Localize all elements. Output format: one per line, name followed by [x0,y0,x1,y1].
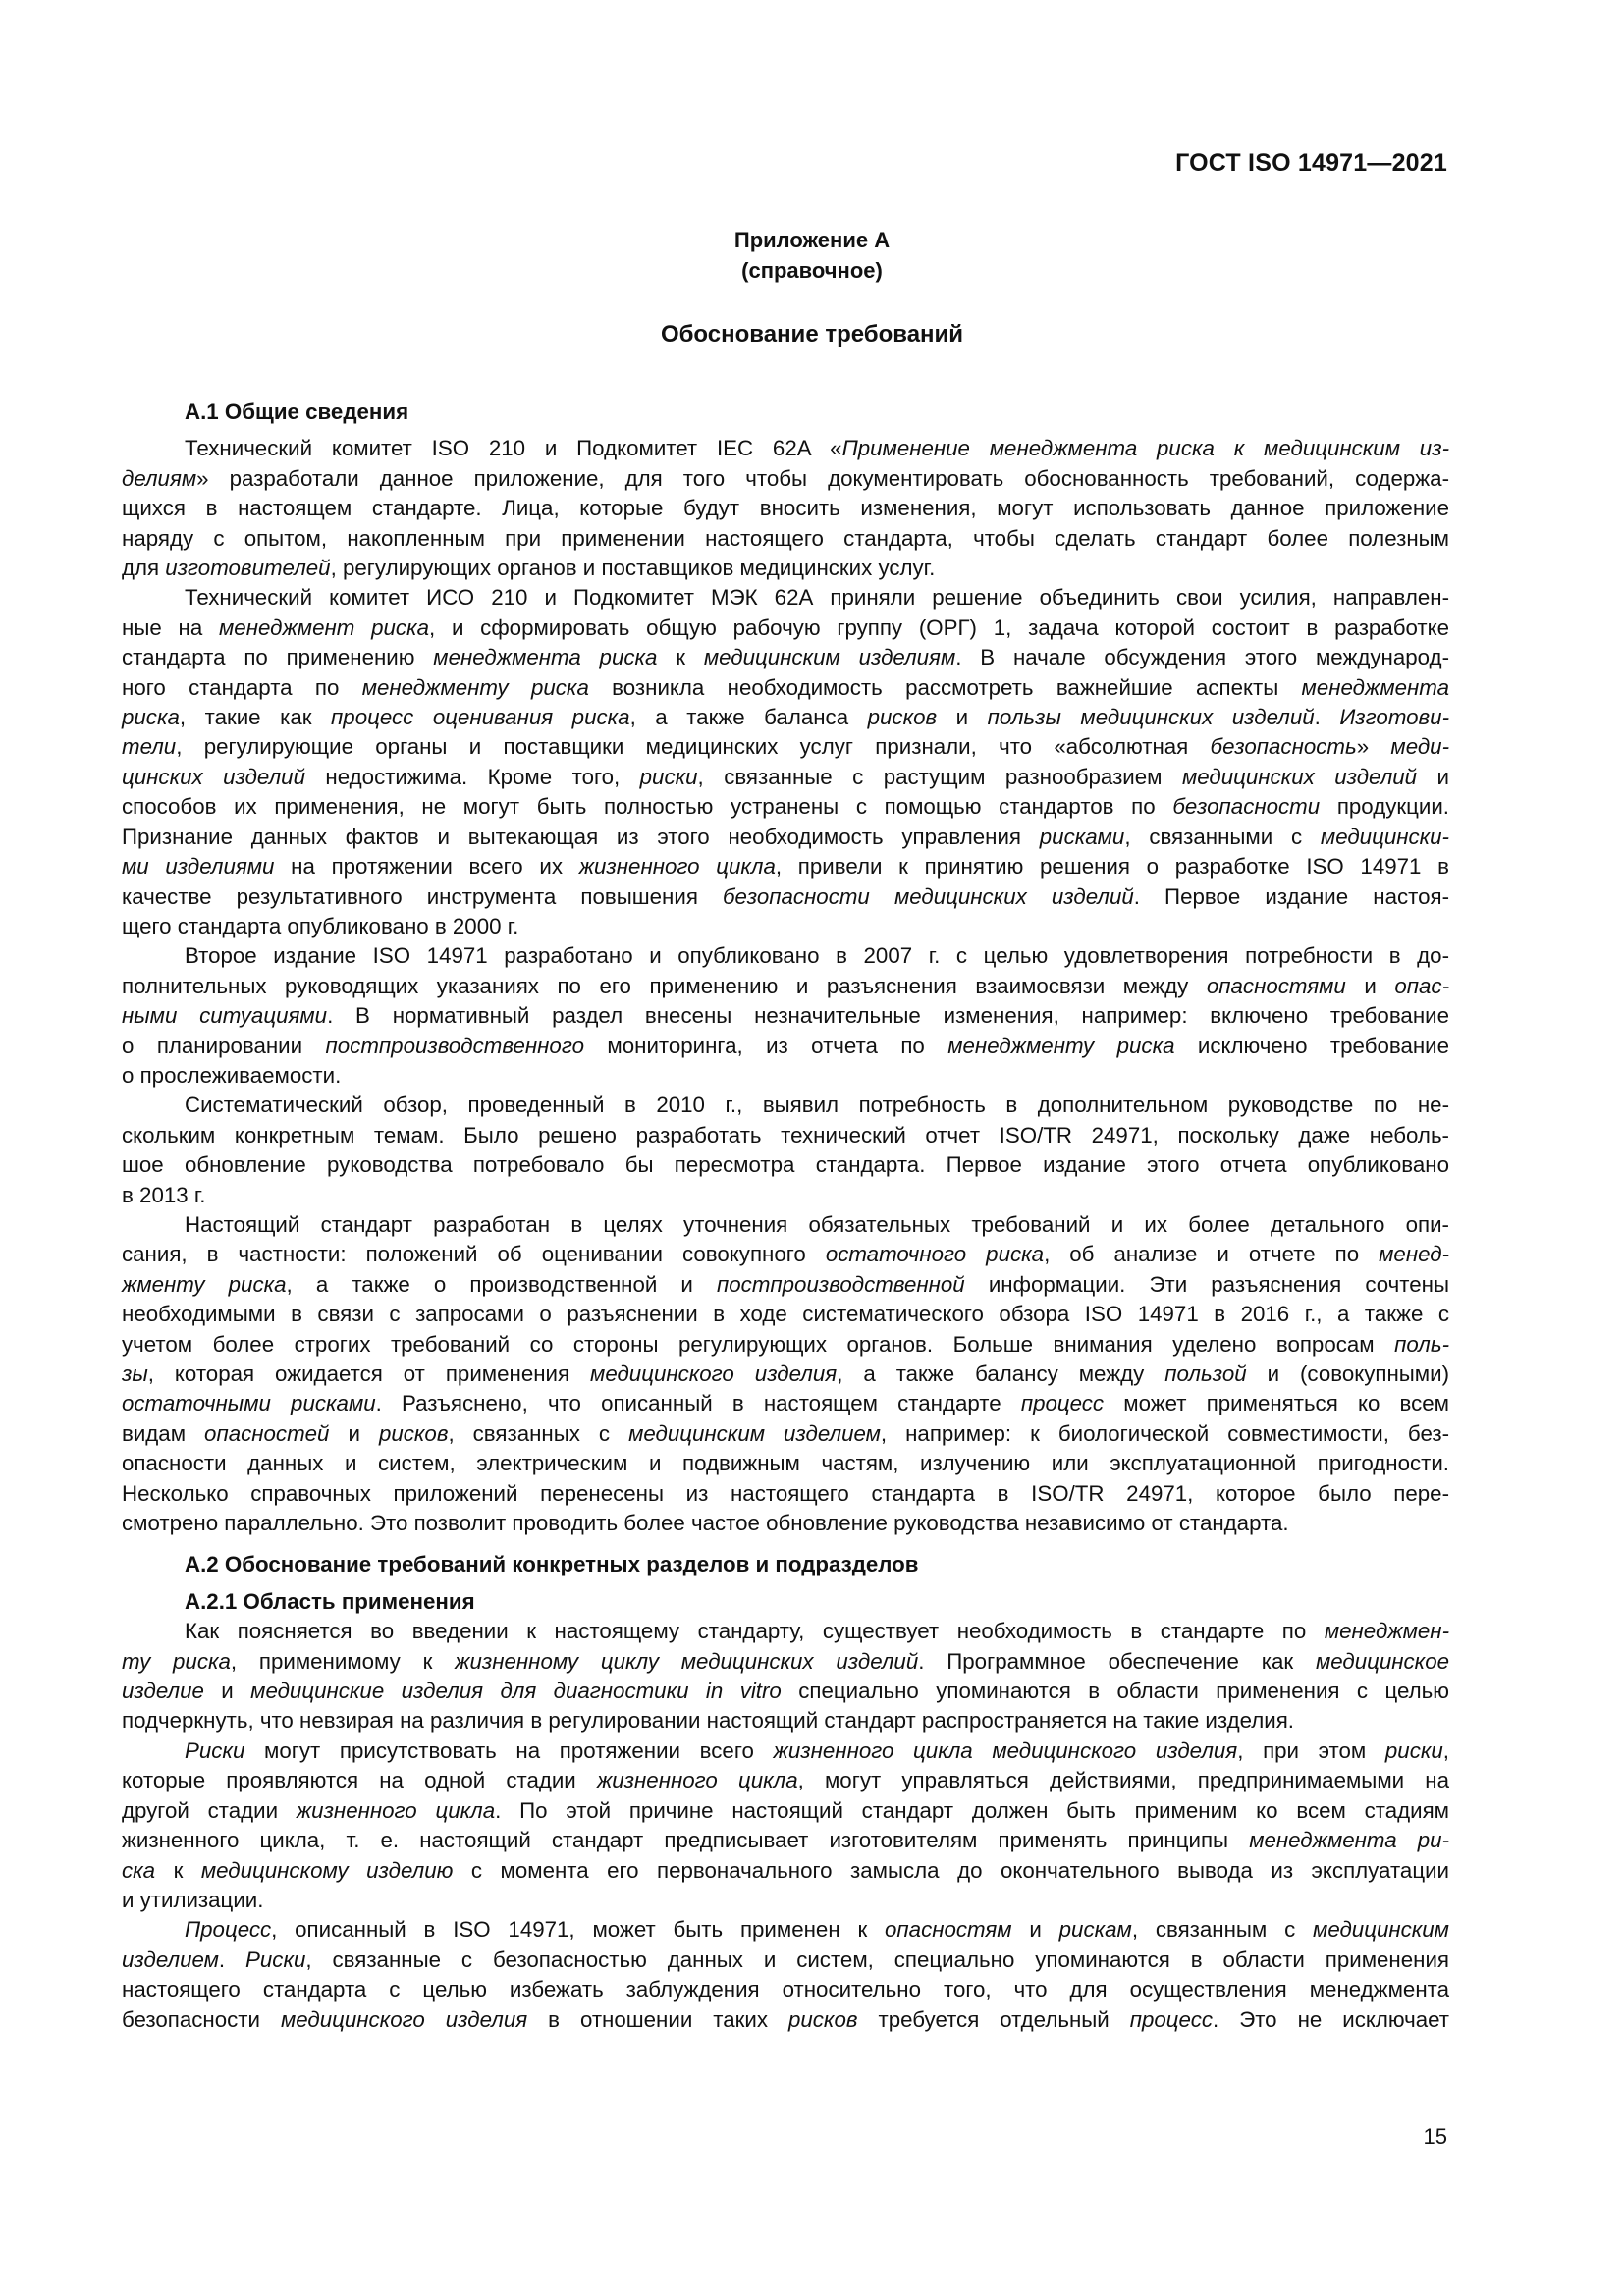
document-body [122,398,1449,2035]
paragraph [122,1210,1449,1538]
paragraph-line: Настоящий стандарт разработан в целях уточнения обязательных требований и их более детального опи- [185,1211,1449,1237]
paragraph-line: учетом более строгих требований со стороны регулирующих органов. Больше внимания уделено вопросам поль- [122,1331,1449,1357]
paragraph [122,583,1449,941]
paragraph-line: щего стандарта опубликовано в 2000 г. [122,913,519,938]
paragraph-line: другой стадии жизненного цикла. По этой причине настоящий стандарт должен быть применим ко всем стадиям [122,1797,1449,1823]
paragraph-line: остаточными рисками. Разъяснено, что описанный в настоящем стандарте процесс может применяться ко всем [122,1391,1449,1416]
paragraph [122,1617,1449,1736]
paragraph-line: изделием. Риски, связанные с безопасностью данных и систем, специально упоминаются в области применения [122,1947,1449,1972]
paragraph-line: качестве результативного инструмента повышения безопасности медицинских изделий. Первое издание настоя- [122,883,1449,909]
paragraph-line: для изготовителей, регулирующих органов и поставщиков медицинских услуг. [122,556,936,581]
paragraph-line: ного стандарта по менеджменту риска возникла необходимость рассмотреть важнейшие аспекты менеджмента [122,674,1449,700]
paragraph-line: о планировании постпроизводственного мониторинга, из отчета по менеджменту риска исключено требование [122,1033,1450,1058]
paragraph [122,1091,1449,1210]
paragraph-line: ными ситуациями. В нормативный раздел внесены незначительные изменения, например: включено требование [122,1003,1449,1029]
paragraph-line: ми изделиями на протяжении всего их жизненного цикла, привели к принятию решения о разработке ISO 14971 в [122,854,1449,880]
paragraph-line: стандарта по применению менеджмента риска к медицинским изделиям. В начале обсуждения этого международ- [122,645,1449,670]
paragraph-line: безопасности медицинского изделия в отношении таких рисков требуется отдельный процесс. Это не исключает [122,2006,1450,2032]
paragraph-line: изделие и медицинские изделия для диагностики in vitro специально упоминаются в области применения с целью [122,1679,1449,1704]
paragraph-line: Процесс, описанный в ISO 14971, может быть применен к опасностям и рискам, связанным с медицинским [185,1917,1449,1943]
paragraph [122,1736,1449,1915]
paragraph-line: жменту риска, а также о производственной и постпроизводственной информации. Эти разъяснения сочтены [122,1271,1449,1297]
paragraph-line: тели, регулирующие органы и поставщики медицинских услуг признали, что «абсолютная безопасность» меди- [122,734,1449,760]
paragraph-line: Технический комитет ИСО 210 и Подкомитет МЭК 62А приняли решение объединить свои усилия, направлен- [185,585,1449,611]
paragraph-line: в 2013 г. [122,1182,206,1207]
section-heading-a21: А.2.1 Область применения [185,1588,475,1614]
paragraph-line: и утилизации. [122,1887,264,1912]
paragraph-line: необходимыми в связи с запросами о разъяснении в ходе систематического обзора ISO 14971 в 2016 г., а также с [122,1302,1449,1327]
paragraph-line: шое обновление руководства потребовало бы пересмотра стандарта. Первое издание этого отчета опубликовано [122,1152,1449,1178]
section-heading-a1: А.1 Общие сведения [185,400,409,424]
paragraph-line: жизненного цикла, т. е. настоящий стандарт предписывает изготовителям применять принципы менеджмента ри- [122,1828,1449,1853]
paragraph-line: ту риска, применимому к жизненному циклу медицинских изделий. Программное обеспечение как медицинское [122,1648,1450,1674]
paragraph-line: ска к медицинскому изделию с момента его первоначального замысла до окончательного вывода из эксплуатации [122,1857,1449,1883]
paragraph-line: риска, такие как процесс оценивания риска, а также баланса рисков и пользы медицинских изделий. Изготови- [122,705,1450,730]
paragraph-line: смотрено параллельно. Это позволит проводить более частое обновление руководства независимо от стандарта. [122,1511,1289,1536]
paragraph-line: подчеркнуть, что невзирая на различия в регулировании настоящий стандарт распространяется на такие изделия. [122,1708,1295,1734]
paragraph-line: цинских изделий недостижима. Кроме того, риски, связанные с растущим разнообразием медицинских изделий и [122,764,1450,789]
paragraph-line: которые проявляются на одной стадии жизненного цикла, могут управляться действиями, предпринимаемыми на [122,1768,1449,1793]
paragraph-line: способов их применения, не могут быть полностью устранены с помощью стандартов по безопасности продукции. [122,794,1449,820]
paragraph-line: о прослеживаемости. [122,1062,342,1088]
paragraph-line: Риски могут присутствовать на протяжении всего жизненного цикла медицинского изделия, при этом риски, [185,1737,1449,1763]
annex-title: Приложение А [733,228,891,252]
document-title: Обоснование требований [660,321,964,347]
paragraph [122,1915,1449,2035]
paragraph-line: скольким конкретным темам. Было решено разработать технический отчет ISO/TR 24971, поскольку даже неболь- [122,1122,1449,1148]
paragraph-line: Признание данных фактов и вытекающая из этого необходимость управления рисками, связанными с медицински- [122,824,1449,849]
paragraph [122,434,1449,583]
paragraph-line: Систематический обзор, проведенный в 2010 г., выявил потребность в дополнительном руководстве по не- [185,1093,1449,1118]
paragraph-line: сания, в частности: положений об оценивании совокупного остаточного риска, об анализе и отчете по менед- [122,1242,1449,1267]
paragraph-line: делиям» разработали данное приложение, для того чтобы документировать обоснованность требований, содержа- [122,465,1449,491]
paragraph-line: Как поясняется во введении к настоящему стандарту, существует необходимость в стандарте по менеджмен- [185,1619,1449,1644]
annex-kind: (справочное) [741,258,883,283]
paragraph-line: полнительных руководящих указаниях по его применению и разъяснения взаимосвязи между опасностями и опас- [122,973,1449,998]
page-number: 15 [1423,2124,1447,2149]
standard-id: ГОСТ ISO 14971—2021 [1175,149,1447,177]
paragraph-line: наряду с опытом, накопленным при применении настоящего стандарта, чтобы сделать стандарт более полезным [122,525,1449,551]
section-heading-a2: А.2 Обоснование требований конкретных разделов и подразделов [185,1552,919,1577]
paragraph-line: щихся в настоящем стандарте. Лица, которые будут вносить изменения, могут использовать данное приложение [122,496,1449,521]
paragraph-line: зы, которая ожидается от применения медицинского изделия, а также балансу между пользой и (совокупными) [122,1362,1450,1386]
paragraph-line: видам опасностей и рисков, связанных с медицинским изделием, например: к биологической совместимости, без- [122,1420,1450,1446]
paragraph-line: Второе издание ISO 14971 разработано и опубликовано в 2007 г. с целью удовлетворения потребности в до- [185,943,1449,969]
paragraph-line: опасности данных и систем, электрическим и подвижным частям, излучению или эксплуатационной пригодности. [122,1451,1449,1476]
paragraph-line: Технический комитет ISO 210 и Подкомитет IEC 62A «Применение менеджмента риска к медицинским из- [185,436,1449,461]
paragraph-line: настоящего стандарта с целью избежать заблуждения относительно того, что для осуществления менеджмента [122,1977,1449,2002]
paragraph-line: Несколько справочных приложений перенесены из настоящего стандарта в ISO/TR 24971, которое было пере- [122,1480,1449,1506]
paragraph-line: ные на менеджмент риска, и сформировать общую рабочую группу (ОРГ) 1, задача которой состоит в разработке [122,614,1450,640]
paragraph [122,941,1449,1091]
